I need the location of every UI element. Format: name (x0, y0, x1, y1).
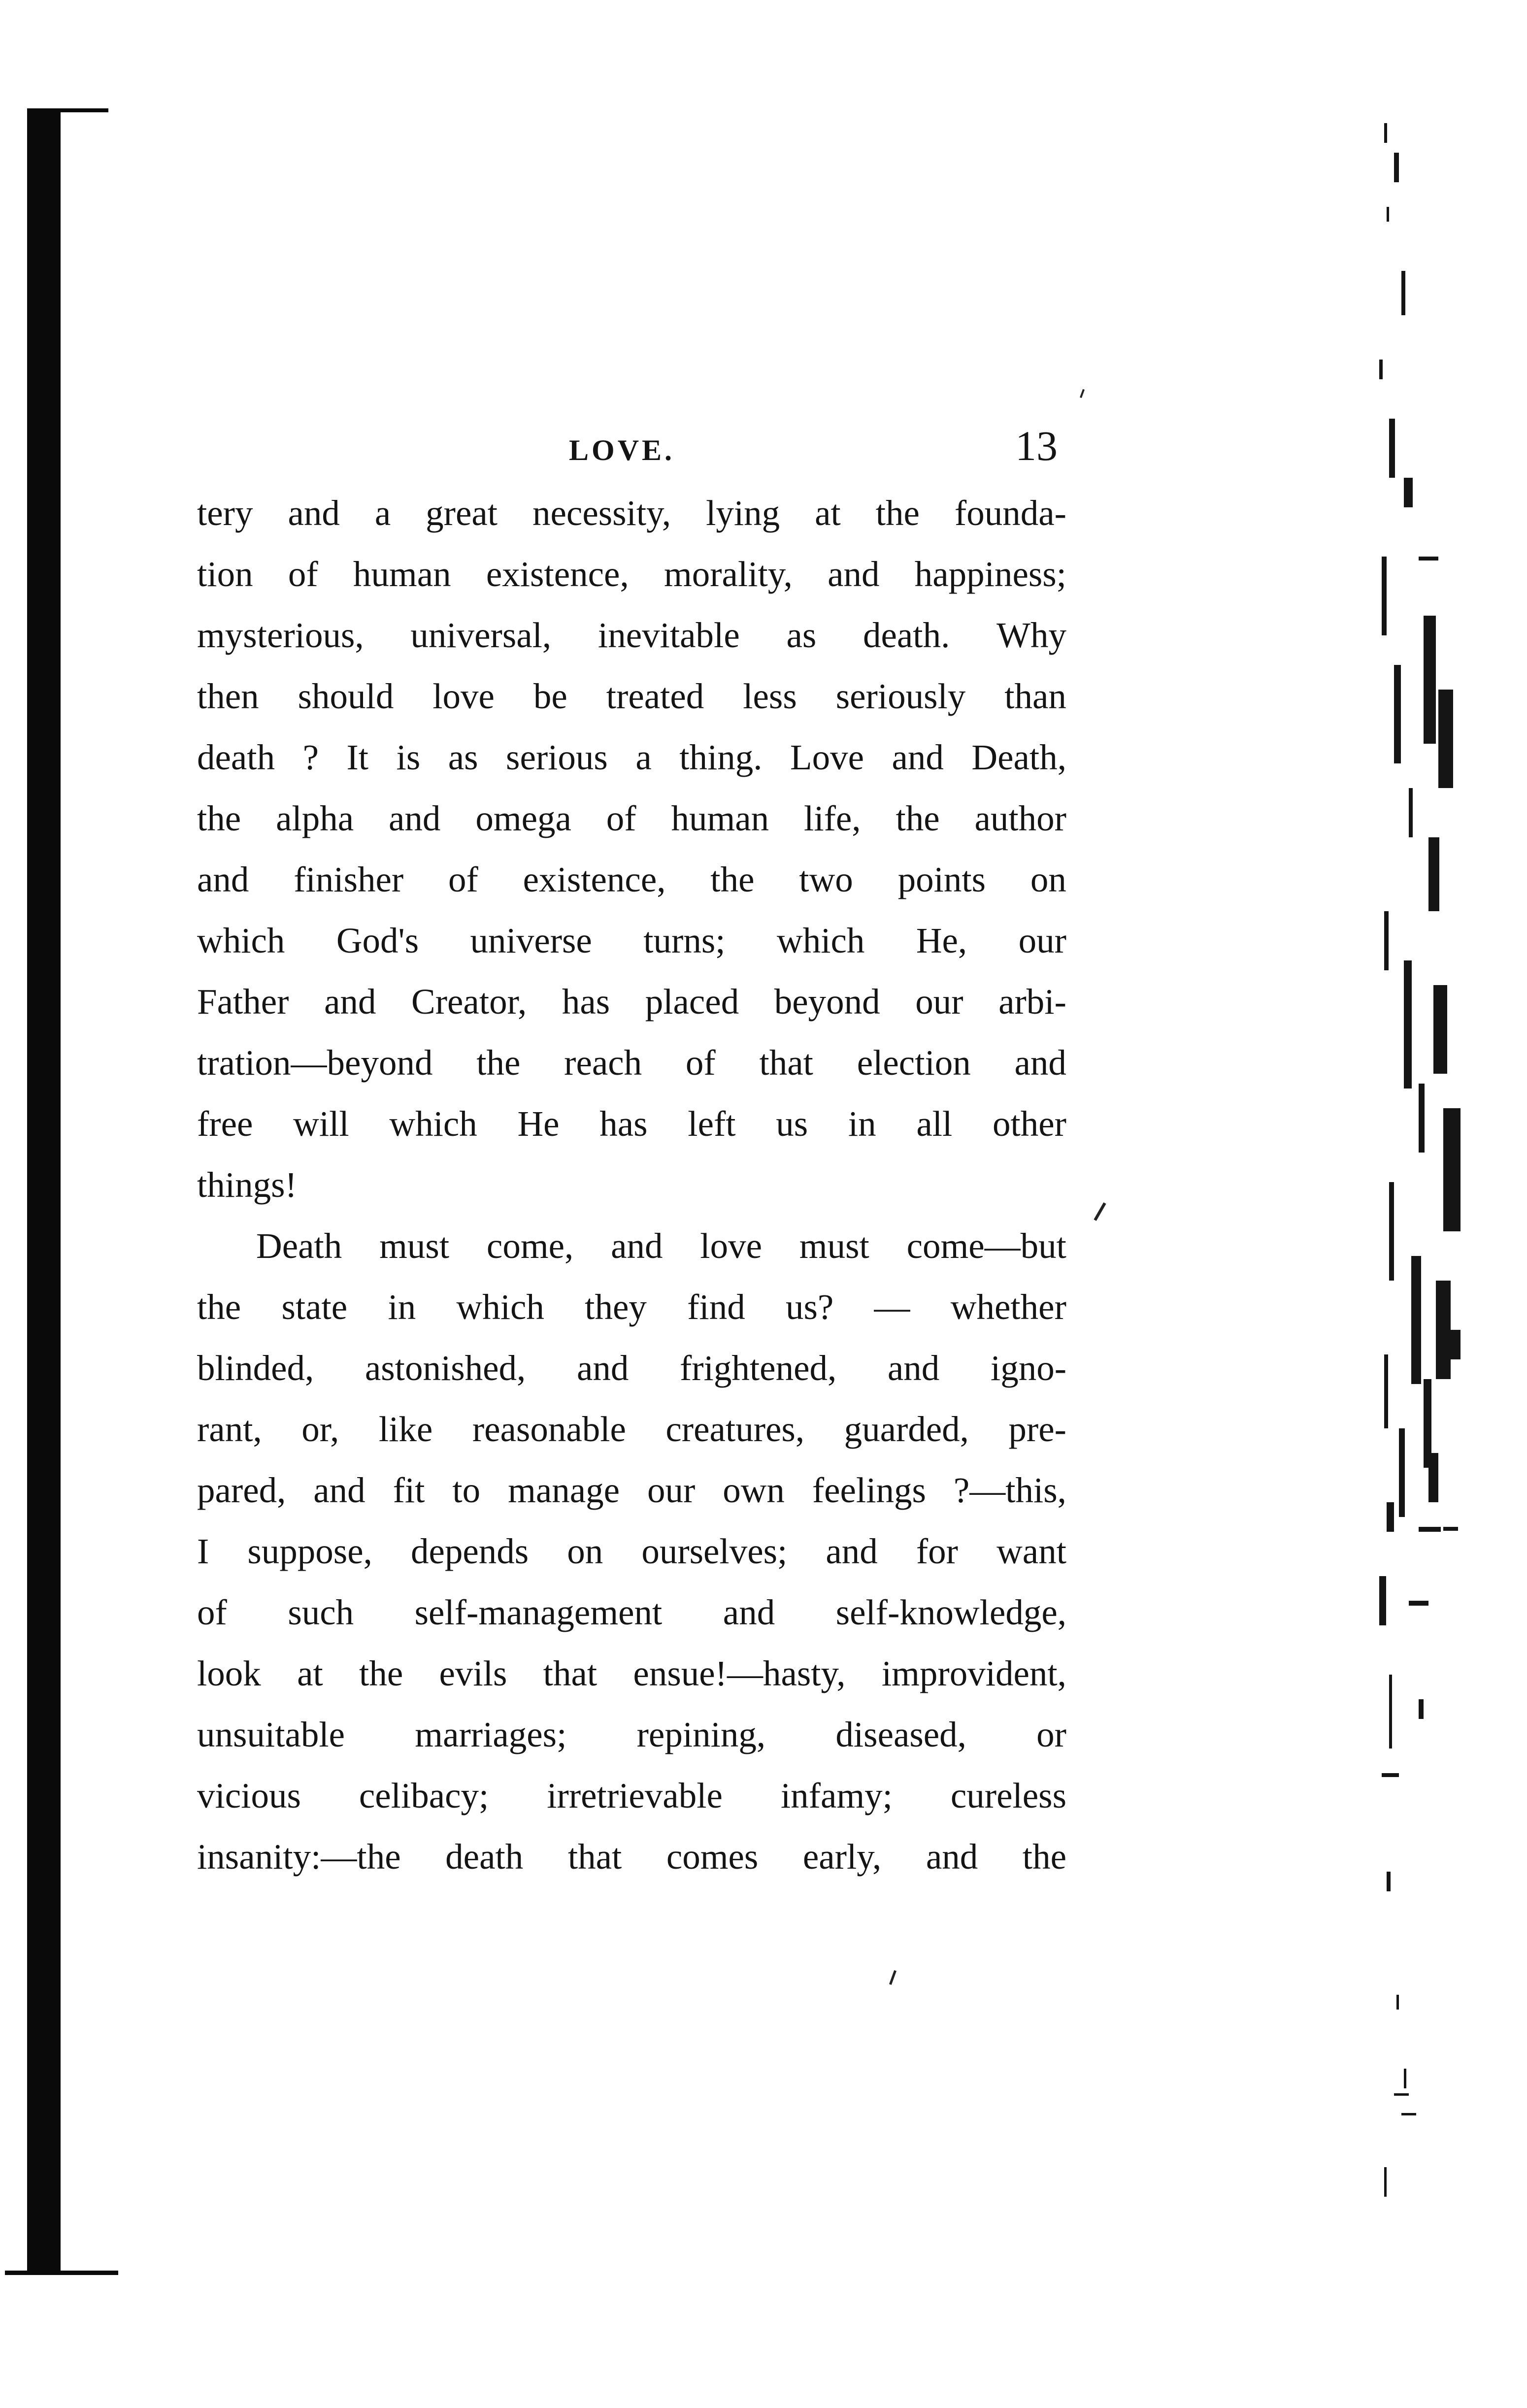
text-line: I suppose, depends on ourselves; and for want (197, 1531, 1066, 1571)
text-line: death ? It is as serious a thing. Love and Death, (197, 737, 1066, 777)
edge-bleed-mark (1419, 1084, 1425, 1153)
text-line: Father and Creator, has placed beyond our arbi- (197, 982, 1066, 1022)
text-line: mysterious, universal, inevitable as death. Why (197, 615, 1066, 655)
page-edge-bleed (1374, 123, 1458, 2290)
edge-bleed-mark (1404, 2069, 1406, 2088)
text-line: tion of human existence, morality, and happiness; (197, 554, 1066, 594)
edge-bleed-mark (1387, 207, 1389, 222)
edge-bleed-mark (1394, 153, 1399, 182)
edge-bleed-mark (1438, 690, 1453, 788)
edge-bleed-mark (1394, 665, 1401, 763)
edge-bleed-mark (1379, 1576, 1386, 1625)
edge-bleed-mark (1424, 616, 1436, 744)
text-line: of such self-management and self-knowledge, (197, 1592, 1066, 1632)
edge-bleed-mark (1389, 1675, 1392, 1748)
edge-bleed-mark (1382, 557, 1387, 635)
edge-bleed-mark (1389, 1182, 1394, 1281)
edge-bleed-mark (1419, 1699, 1424, 1719)
edge-bleed-mark (1384, 123, 1387, 143)
edge-bleed-mark (1409, 1601, 1428, 1606)
edge-bleed-mark (1384, 911, 1389, 970)
text-line: blinded, astonished, and frightened, and igno- (197, 1348, 1066, 1388)
book-page (197, 419, 1066, 1995)
binding-edge-bottom (5, 2271, 118, 2275)
edge-bleed-mark (1384, 1354, 1388, 1428)
edge-bleed-mark (1399, 1428, 1405, 1517)
text-line: free will which He has left us in all other (197, 1104, 1066, 1144)
text-line: and finisher of existence, the two points on (197, 859, 1066, 899)
edge-bleed-mark (1394, 2093, 1409, 2096)
edge-bleed-mark (1448, 1330, 1461, 1359)
edge-bleed-mark (1443, 1108, 1461, 1231)
edge-bleed-mark (1379, 360, 1383, 379)
edge-bleed-mark (1382, 1773, 1399, 1777)
running-header (197, 419, 1066, 478)
text-line: which God's universe turns; which He, our (197, 921, 1066, 960)
text-line: the state in which they find us? — whether (197, 1287, 1066, 1327)
text-line: unsuitable marriages; repining, diseased, or (197, 1715, 1066, 1754)
page-number: 13 (1015, 422, 1058, 469)
edge-bleed-mark (1384, 2167, 1387, 2197)
edge-bleed-mark (1401, 2113, 1416, 2115)
edge-bleed-mark (1387, 1502, 1394, 1532)
body-text (197, 483, 1066, 1887)
edge-bleed-mark (1401, 271, 1405, 315)
stray-mark (1080, 389, 1085, 398)
edge-bleed-mark (1428, 1453, 1438, 1502)
edge-bleed-mark (1419, 1527, 1441, 1532)
text-line: rant, or, like reasonable creatures, guarded, pre- (197, 1409, 1066, 1449)
binding-edge (27, 111, 61, 2273)
text-line: insanity:—the death that comes early, and the (197, 1837, 1066, 1877)
text-line: then should love be treated less seriously than (197, 676, 1066, 716)
edge-bleed-mark (1428, 837, 1439, 911)
stray-mark (1094, 1202, 1106, 1221)
edge-bleed-mark (1387, 1872, 1391, 1891)
text-line: the alpha and omega of human life, the author (197, 798, 1066, 838)
text-line: tration—beyond the reach of that election and (197, 1043, 1066, 1083)
text-line: look at the evils that ensue!—hasty, improvident, (197, 1653, 1066, 1693)
text-line: tery and a great necessity, lying at the founda- (197, 493, 1066, 533)
edge-bleed-mark (1404, 478, 1413, 507)
edge-bleed-mark (1389, 419, 1395, 478)
text-line: Death must come, and love must come—but (256, 1226, 1066, 1266)
text-line: things! (197, 1165, 297, 1205)
edge-bleed-mark (1443, 1527, 1458, 1531)
edge-bleed-mark (1396, 1995, 1399, 2010)
edge-bleed-mark (1409, 788, 1413, 837)
edge-bleed-mark (1419, 557, 1438, 561)
edge-bleed-mark (1404, 960, 1412, 1089)
text-line: pared, and fit to manage our own feelings ?—this, (197, 1470, 1066, 1510)
text-line: vicious celibacy; irretrievable infamy; cureless (197, 1776, 1066, 1815)
edge-bleed-mark (1433, 985, 1447, 1074)
running-head-title: LOVE. (569, 434, 675, 466)
edge-bleed-mark (1411, 1256, 1421, 1384)
